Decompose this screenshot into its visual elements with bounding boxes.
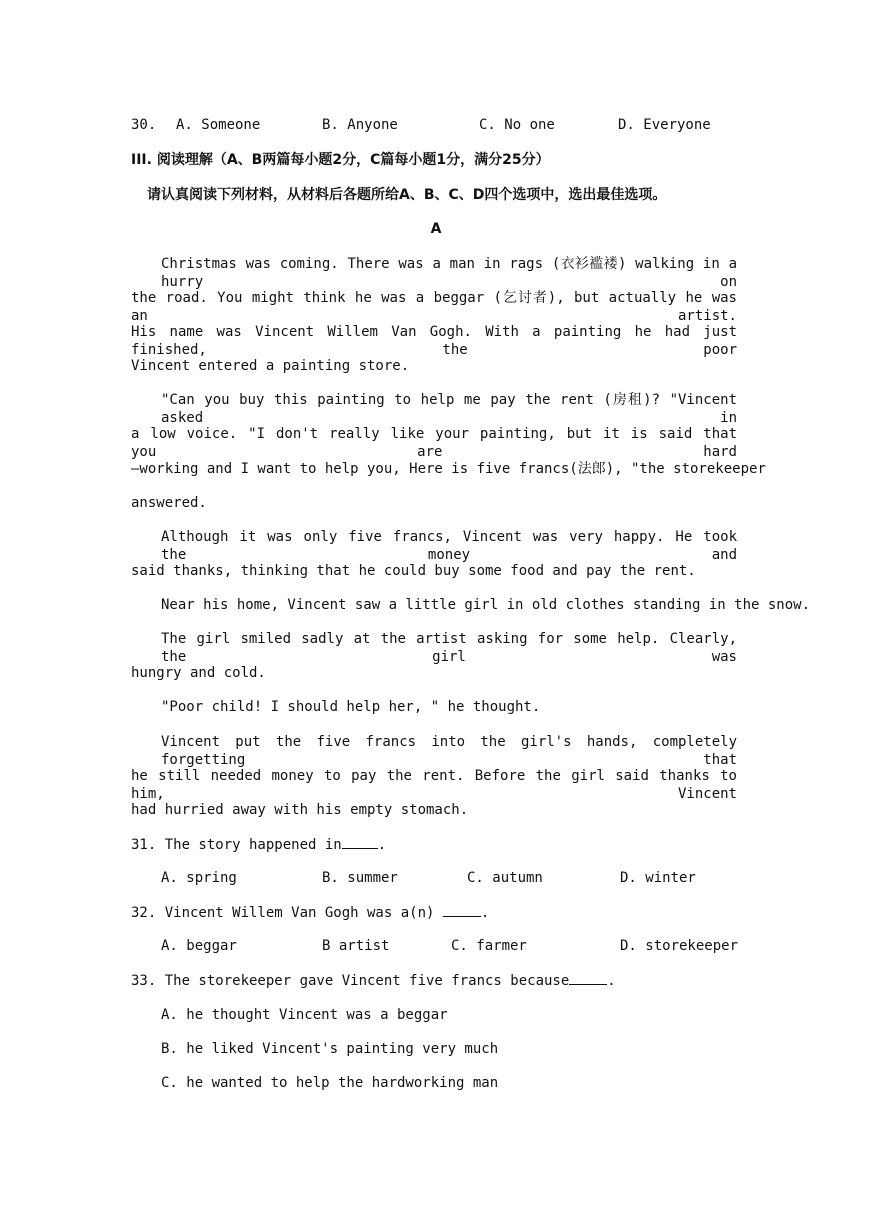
q32-stem-text: 32. Vincent Willem Van Gogh was a(n) [131, 905, 443, 921]
passage-line: Vincent entered a painting store. [131, 358, 410, 374]
section-heading: III. 阅读理解（A、B两篇每小题2分，C篇每小题1分，满分25分） [131, 152, 550, 168]
q33-option-c: C. he wanted to help the hardworking man [161, 1075, 499, 1091]
passage-label: A [430, 221, 442, 237]
q33-option-b: B. he liked Vincent's painting very much [161, 1041, 499, 1057]
q32-stem-end: . [480, 905, 490, 921]
passage-line: the road. You might think he was a beggar (乞讨者), but actually he was an artist. [131, 290, 737, 324]
passage-line: Christmas was coming. There was a man in rags (衣衫褴褛) walking in a hurry on [161, 256, 737, 290]
q32-option-d: D. storekeeper [620, 938, 739, 954]
q31-answer-blank[interactable] [342, 835, 378, 849]
q31-stem-text: 31. The story happened in [131, 837, 342, 853]
section-instruction: 请认真阅读下列材料，从材料后各题所给A、B、C、D四个选项中，选出最佳选项。 [147, 187, 667, 203]
q32-option-b: B artist [322, 938, 390, 954]
passage-line: a low voice. "I don't really like your painting, but it is said that you are hard [131, 426, 737, 460]
q33-answer-blank[interactable] [569, 971, 607, 985]
q33-stem-text: 33. The storekeeper gave Vincent five francs because [131, 973, 570, 989]
passage-line: had hurried away with his empty stomach. [131, 802, 469, 818]
q33-option-a: A. he thought Vincent was a beggar [161, 1007, 448, 1023]
q31-option-c: C. autumn [467, 870, 543, 886]
q30-option-a: A. Someone [176, 117, 261, 133]
q30-option-c: C. No one [479, 117, 555, 133]
q32-answer-blank[interactable] [443, 903, 481, 917]
q32-option-a: A. beggar [161, 938, 237, 954]
q30-number: 30. [131, 117, 157, 133]
passage-line: Near his home, Vincent saw a little girl in old clothes standing in the snow. [161, 597, 811, 613]
passage-line: he still needed money to pay the rent. Before the girl said thanks to him, Vincent [131, 768, 737, 802]
q32-stem [131, 903, 741, 922]
q30-option-b: B. Anyone [322, 117, 398, 133]
q32-option-c: C. farmer [451, 938, 527, 954]
passage-line: said thanks, thinking that he could buy some food and pay the rent. [131, 563, 696, 579]
q31-option-a: A. spring [161, 870, 237, 886]
passage-line: "Can you buy this painting to help me pay the rent (房租)? "Vincent asked in [161, 392, 737, 426]
q33-stem [131, 971, 741, 990]
q33-stem-end: . [607, 973, 616, 989]
q31-option-d: D. winter [620, 870, 696, 886]
passage-line: hungry and cold. [131, 665, 266, 681]
q31-stem-end: . [377, 837, 387, 853]
q31-stem [131, 835, 741, 854]
passage-line: Vincent put the five francs into the girl's hands, completely forgetting that [161, 734, 737, 768]
q31-option-b: B. summer [322, 870, 398, 886]
passage-line: The girl smiled sadly at the artist asking for some help. Clearly, the girl was [161, 631, 737, 665]
passage-line: His name was Vincent Willem Van Gogh. With a painting he had just finished, the poor [131, 324, 737, 358]
q30-option-d: D. Everyone [618, 117, 711, 133]
passage-line: Although it was only five francs, Vincent was very happy. He took the money and [161, 529, 737, 563]
passage-line: —working and I want to help you, Here is five francs(法郎), "the storekeeper [131, 461, 766, 477]
passage-line: "Poor child! I should help her, " he thought. [161, 699, 541, 715]
passage-line: answered. [131, 495, 207, 511]
